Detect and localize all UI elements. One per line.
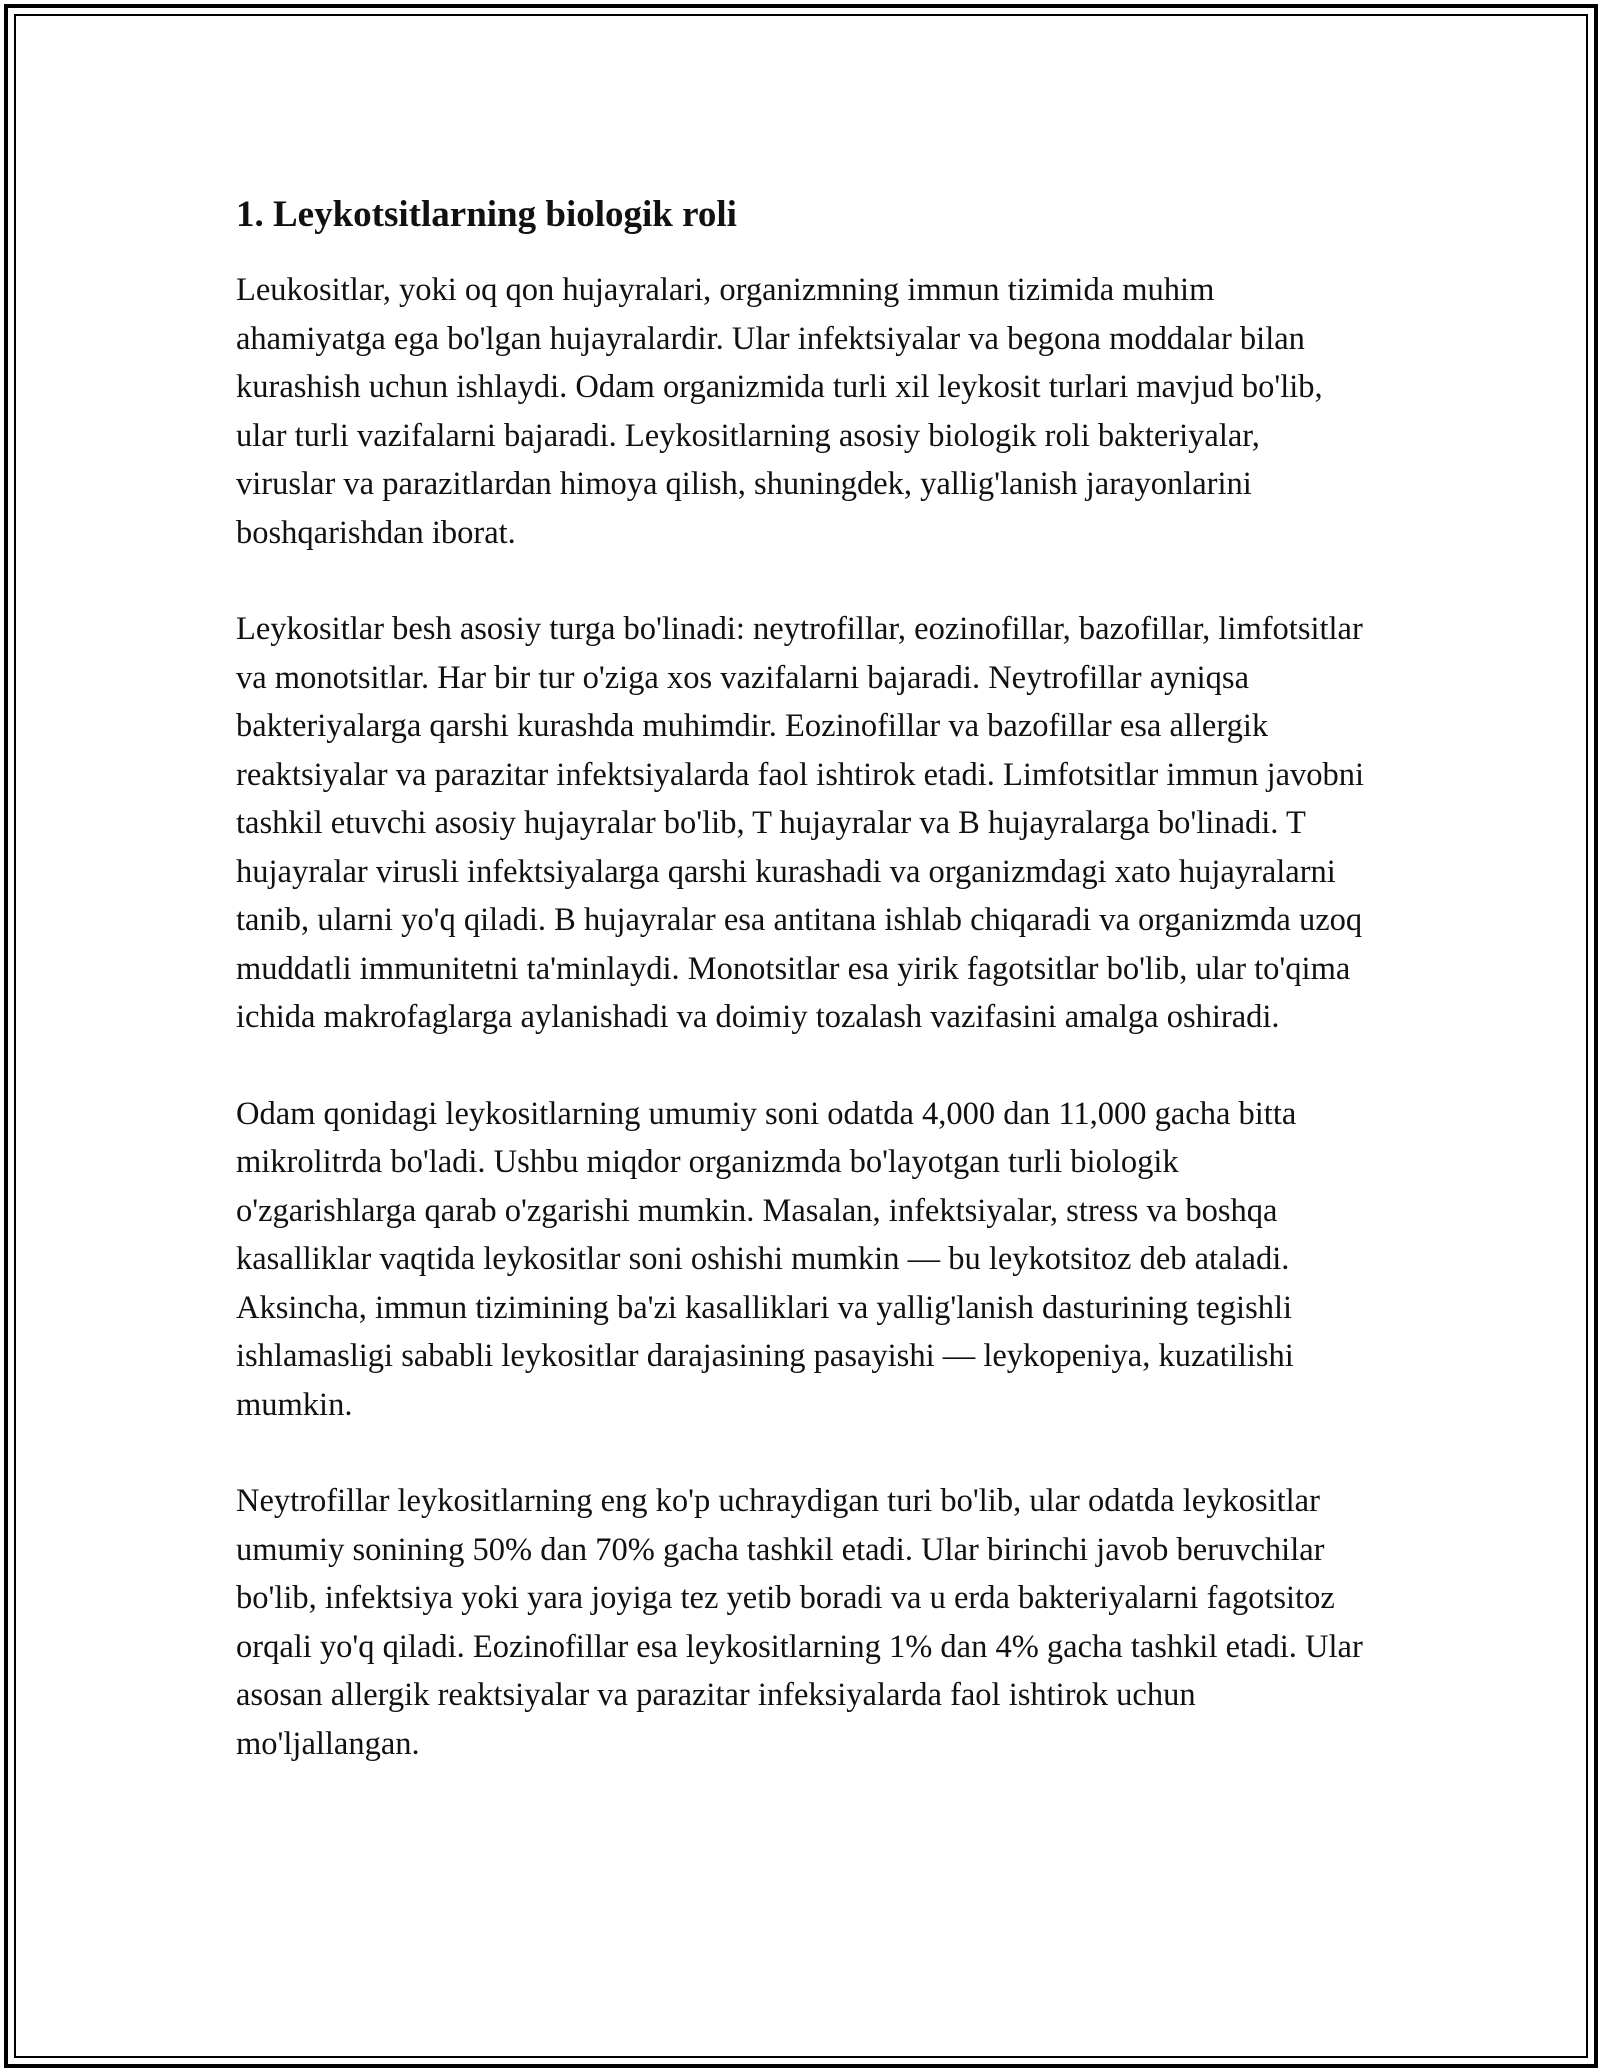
section-heading: 1. Leykotsitlarning biologik roli (236, 194, 737, 235)
paragraph-4: Neytrofillar leykositlarning eng ko'p uchraydigan turi bo'lib, ular odatda leykositlar umumiy sonining 50% dan 70% gacha tashkil etadi. Ular birinchi javob beruvchilar bo'lib, infektsiya yoki yara joyiga tez yetib boradi va u erda bakteriyalarni fagotsitoz orqali yo'q qiladi. Eozinofillar esa leykositlarning 1% dan 4% gacha tashkil etadi. Ular asosan allergik reaktsiyalar va parazitar infeksiyalarda faol ishtirok uchun mo'ljallangan. (236, 1483, 1363, 1762)
paragraph-3: Odam qonidagi leykositlarning umumiy soni odatda 4,000 dan 11,000 gacha bitta mikrolitrda bo'ladi. Ushbu miqdor organizmda bo'layotgan turli biologik o'zgarishlarga qarab o'zgarishi mumkin. Masalan, infektsiyalar, stress va boshqa kasalliklar vaqtida leykositlar soni oshishi mumkin — bu leykotsitoz deb ataladi. Aksincha, immun tizimining ba'zi kasalliklari va yallig'lanish dasturining tegishli ishlamasligi sababli leykositlar darajasining pasayishi — leykopeniya, kuzatilishi mumkin. (236, 1095, 1297, 1423)
paragraph-2: Leykositlar besh asosiy turga bo'linadi: neytrofillar, eozinofillar, bazofillar, limfotsitlar va monotsitlar. Har bir tur o'ziga xos vazifalarni bajaradi. Neytrofillar ayniqsa bakteriyalarga qarshi kurashda muhimdir. Eozinofillar va bazofillar esa allergik reaktsiyalar va parazitar infektsiyalarda faol ishtirok etadi. Limfotsitlar immun javobni tashkil etuvchi asosiy hujayralar bo'lib, T hujayralar va B hujayralarga bo'linadi. T hujayralar virusli infektsiyalarga qarshi kurashadi va organizmdagi xato hujayralarni tanib, ularni yo'q qiladi. B hujayralar esa antitana ishlab chiqaradi va organizmda uzoq muddatli immunitetni ta'minlaydi. Monotsitlar esa yirik fagotsitlar bo'lib, ular to'qima ichida makrofaglarga aylanishadi va doimiy tozalash vazifasini amalga oshiradi. (236, 611, 1365, 1035)
paragraph-1: Leukositlar, yoki oq qon hujayralari, organizmning immun tizimida muhim ahamiyatga ega bo'lgan hujayralardir. Ular infektsiyalar va begona moddalar bilan kurashish uchun ishlaydi. Odam organizmida turli xil leykosit turlari mavjud bo'lib, ular turli vazifalarni bajaradi. Leykositlarning asosiy biologik roli bakteriyalar, viruslar va parazitlardan himoya qilish, shuningdek, yallig'lanish jarayonlarini boshqarishdan iborat. (236, 272, 1323, 551)
document-body (236, 184, 1366, 1768)
